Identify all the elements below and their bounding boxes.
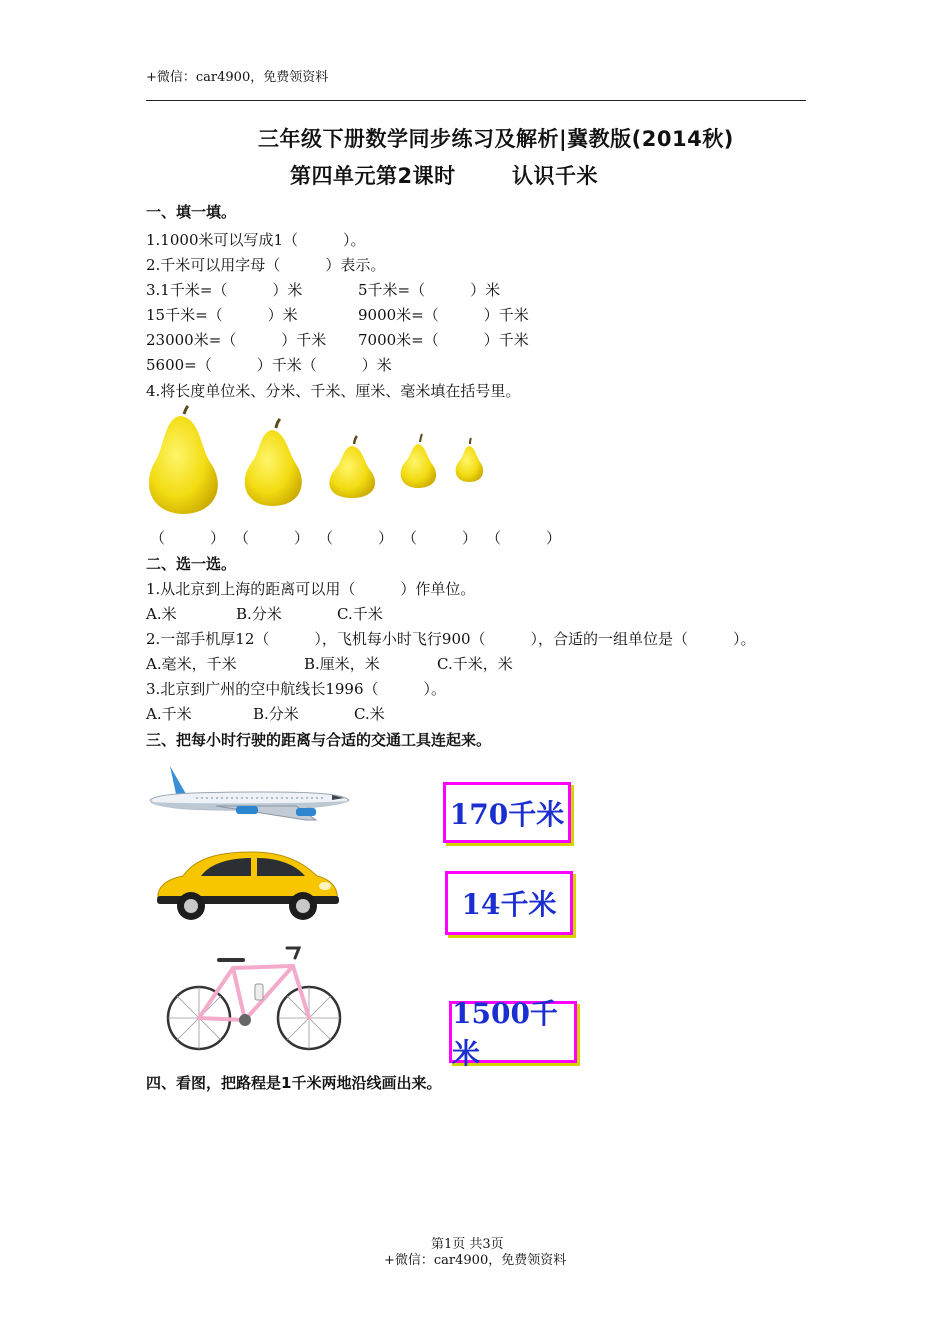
distance-box-170km[interactable]: 170千米 [443, 782, 571, 843]
page-title: 三年级下册数学同步练习及解析|冀教版(2014秋) [258, 127, 734, 151]
pear-icon-3 [329, 436, 375, 498]
s2-q2-option-a: A.毫米，千米 [146, 655, 237, 673]
pear-blank-1: （ ） [150, 529, 226, 547]
section2-heading: 二、选一选。 [146, 555, 237, 573]
s2-q2-option-c: C.千米，米 [437, 655, 513, 673]
s1-question-3b: 5千米=（ ）米 [358, 281, 501, 299]
s1-question-3d: 9000米=（ ）千米 [358, 306, 529, 324]
s1-question-3e: 23000米=（ ）千米 [146, 331, 327, 349]
section3-heading: 三、把每小时行驶的距离与合适的交通工具连起来。 [146, 731, 492, 749]
s1-question-3g: 5600=（ ）千米（ ）米 [146, 356, 392, 374]
pear-blank-2: （ ） [234, 529, 310, 547]
lesson-title: 第四单元第2课时 [290, 164, 456, 188]
s1-question-3c: 15千米=（ ）米 [146, 306, 298, 324]
s2-q3-option-c: C.米 [354, 705, 385, 723]
pear-blank-5: （ ） [486, 529, 562, 547]
header-text: +微信：car4900，免费领资料 [146, 70, 329, 85]
s2-question-1: 1.从北京到上海的距离可以用（ ）作单位。 [146, 580, 476, 598]
s1-question-2: 2.千米可以用字母（ ）表示。 [146, 256, 386, 274]
s2-question-3: 3.北京到广州的空中航线长1996（ ）。 [146, 680, 446, 698]
s1-question-1: 1.1000米可以写成1（ ）。 [146, 231, 366, 249]
pear-icon-2 [245, 419, 302, 506]
bicycle-icon [163, 940, 345, 1052]
s2-q1-option-c: C.千米 [337, 605, 383, 623]
footer-text: +微信：car4900，免费领资料 [384, 1253, 567, 1268]
airplane-icon [146, 764, 352, 826]
pear-blank-4: （ ） [402, 529, 478, 547]
section1-heading: 一、填一填。 [146, 203, 237, 221]
distance-box-14km[interactable]: 14千米 [445, 871, 573, 935]
distance-box-1500km[interactable]: 1500千米 [449, 1001, 577, 1063]
pear-icon-4 [401, 434, 437, 488]
header-rule [146, 100, 806, 101]
s2-q3-option-a: A.千米 [146, 705, 192, 723]
s1-question-3f: 7000米=（ ）千米 [358, 331, 529, 349]
s2-q2-option-b: B.厘米，米 [304, 655, 380, 673]
pear-icon-1 [149, 406, 218, 514]
s2-question-2: 2.一部手机厚12（ ），飞机每小时飞行900（ ），合适的一组单位是（ ）。 [146, 630, 756, 648]
section4-heading: 四、看图，把路程是1千米两地沿线画出来。 [146, 1074, 442, 1092]
pears-illustration [140, 404, 500, 520]
s1-question-4: 4.将长度单位米、分米、千米、厘米、毫米填在括号里。 [146, 382, 521, 400]
s2-q1-option-a: A.米 [146, 605, 177, 623]
page-number: 第1页 共3页 [431, 1237, 504, 1252]
pear-blank-3: （ ） [318, 529, 394, 547]
pear-icon-5 [456, 438, 484, 482]
car-icon [153, 850, 343, 922]
s1-question-3a: 3.1千米=（ ）米 [146, 281, 303, 299]
s2-q3-option-b: B.分米 [253, 705, 299, 723]
s2-q1-option-b: B.分米 [236, 605, 282, 623]
lesson-topic: 认识千米 [512, 164, 598, 188]
